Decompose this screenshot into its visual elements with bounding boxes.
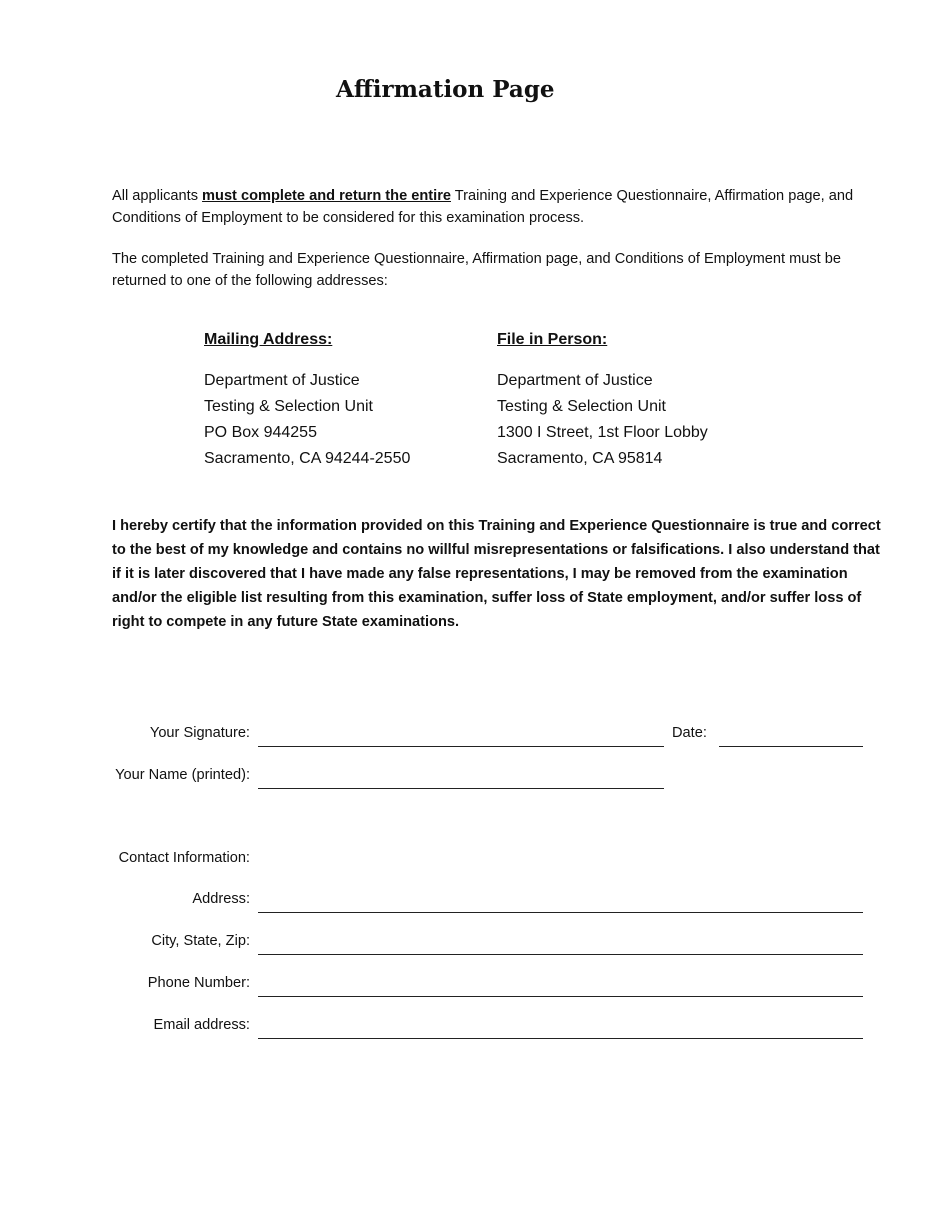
address-field[interactable] [260,886,864,914]
city-state-zip-label: City, State, Zip: [151,933,250,949]
email-field[interactable] [260,1012,864,1040]
contact-info-label: Contact Information: [118,850,250,866]
mailing-address-line: Sacramento, CA 94244-2550 [204,450,411,467]
city-state-zip-field[interactable] [260,928,864,956]
page-title: Affirmation Page [336,76,555,103]
mailing-address-line: Department of Justice [204,372,360,389]
address-label: Address: [192,891,250,907]
intro-paragraph-1 [112,185,882,229]
phone-field[interactable] [260,970,864,998]
date-field[interactable] [721,720,865,748]
signature-field[interactable] [260,720,664,748]
in-person-address-line: Testing & Selection Unit [497,398,666,415]
in-person-address-block [497,330,708,472]
in-person-address-heading: File in Person: [497,331,608,348]
email-label: Email address: [153,1017,250,1033]
intro-text-end: Training and Experience Questionnaire, Affirmation page, and Conditions of Employment to be considered for this examination process. [112,188,854,226]
intro-emphasis: must complete and return the entire [202,188,451,204]
name-label: Your Name (printed): [115,767,250,783]
in-person-address-line: Department of Justice [497,372,653,389]
intro-text-start: All applicants [112,188,203,204]
mailing-address-heading: Mailing Address: [204,331,333,348]
signature-label: Your Signature: [149,725,250,741]
mailing-address-line: Testing & Selection Unit [204,398,373,415]
certification-statement: I hereby certify that the information provided on this Training and Experience Questionnaire is true and correct to the best of my knowledge and contains no willful misrepresentations or falsifications. I also understand that if it is later discovered that I have made any false representations, I may be removed from the examination and/or the eligible list resulting from this examination, suffer loss of State employment, and/or suffer loss of right to compete in any future State examinations. [112,518,881,630]
mailing-address-block [204,330,410,472]
intro-paragraph-2: The completed Training and Experience Questionnaire, Affirmation page, and Conditions of Employment must be returned to one of the following addresses: [112,251,842,289]
name-field[interactable] [260,762,664,790]
mailing-address-line: PO Box 944255 [204,424,317,441]
in-person-address-line: 1300 I Street, 1st Floor Lobby [497,424,708,441]
in-person-address-line: Sacramento, CA 95814 [497,450,663,467]
date-label: Date: [672,725,707,741]
phone-label: Phone Number: [147,975,250,991]
